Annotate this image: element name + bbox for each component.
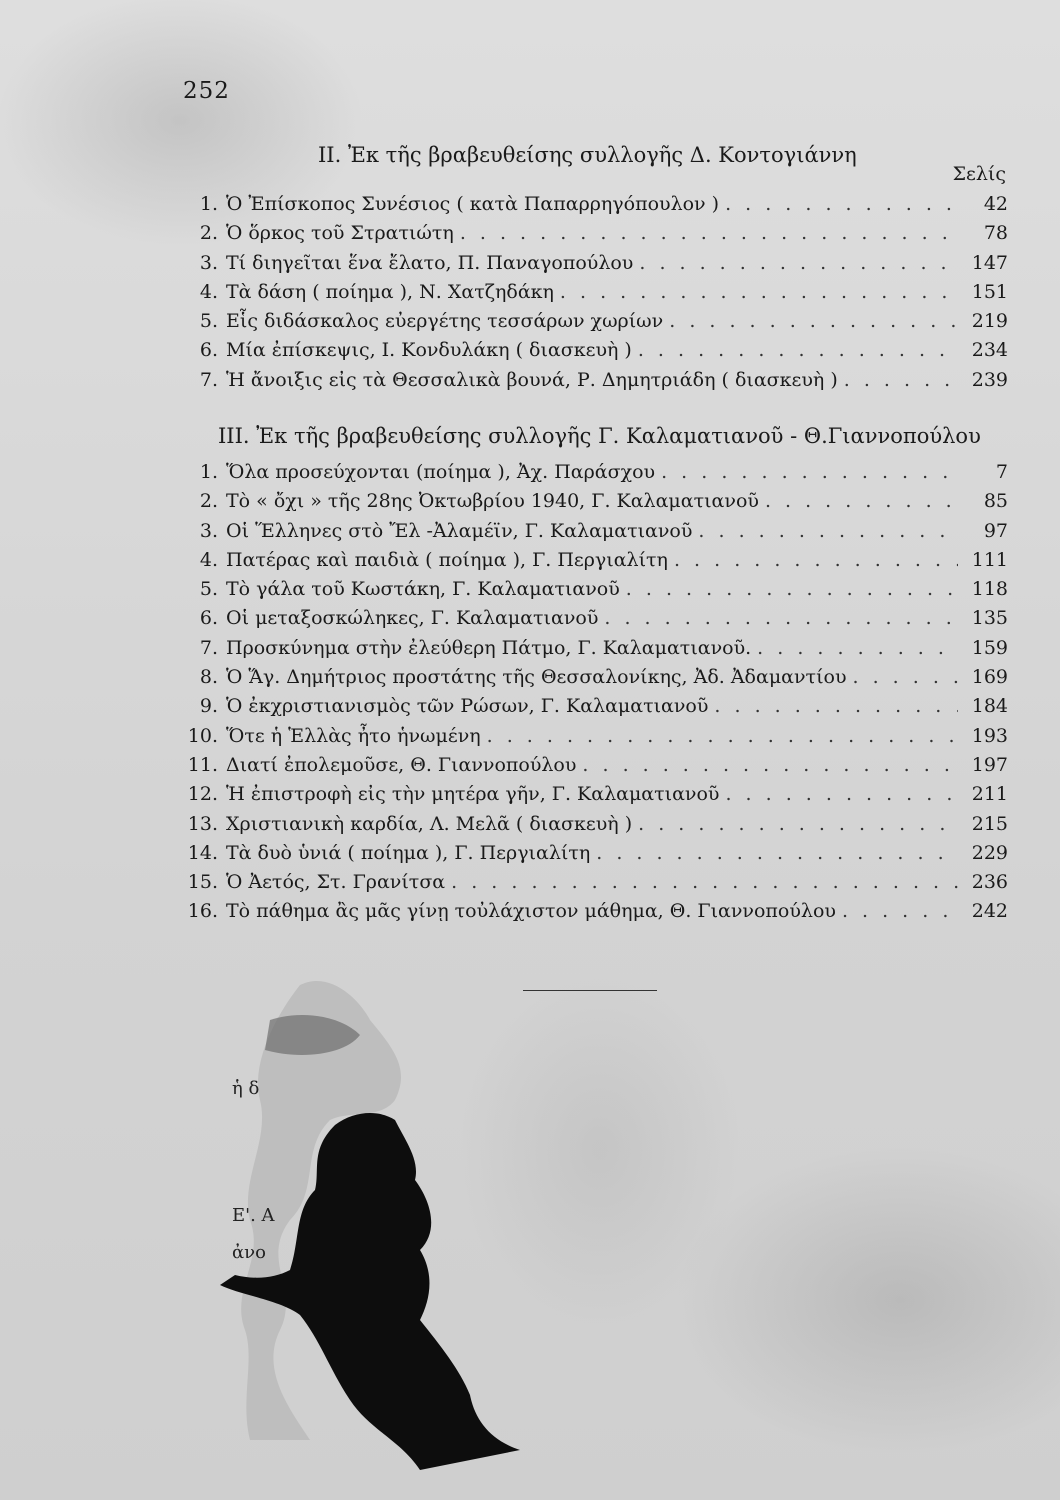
entry-page-number: 236 xyxy=(971,871,1008,894)
entry-page-number: 215 xyxy=(971,812,1008,835)
entry-title: Πατέρας καὶ παιδιὰ ( ποίημα ), Γ. Περγιαλίτη xyxy=(226,548,668,571)
entry-title: Τὸ « ὄχι » τῆς 28ης Ὀκτωβρίου 1940, Γ. Καλαματιανοῦ xyxy=(226,490,759,513)
torn-text-fragment: Ε'. Α xyxy=(232,1205,275,1226)
entry-number: 4. xyxy=(199,548,218,571)
page-column-label: Σελίς xyxy=(952,163,1006,185)
entry-page-number: 135 xyxy=(971,607,1008,630)
torn-text-fragment: ἡ δ xyxy=(232,1078,260,1099)
entry-page-number: 78 xyxy=(983,222,1008,245)
entry-title: Ὅλα προσεύχονται (ποίημα ), Ἀχ. Παράσχου xyxy=(226,461,656,483)
entry-page-number: 239 xyxy=(971,368,1008,391)
entry-page-number: 111 xyxy=(971,548,1008,571)
entry-number: 1. xyxy=(199,461,218,483)
entry-title: Χριστιανικὴ καρδία, Λ. Μελᾶ ( διασκευὴ ) xyxy=(226,812,633,835)
page-number: 252 xyxy=(183,78,230,104)
entry-page-number: 7 xyxy=(995,461,1008,483)
entry-title: Ὁ Ἀετός, Στ. Γρανίτσα xyxy=(226,871,446,894)
entry-page-number: 219 xyxy=(971,310,1008,333)
entry-title: Διατί ἐπολεμοῦσε, Θ. Γιαννοπούλου xyxy=(226,753,577,776)
entry-title: Τὰ δυὸ ὑνιά ( ποίημα ), Γ. Περγιαλίτη xyxy=(226,841,591,864)
entry-number: 12. xyxy=(187,783,218,806)
entry-page-number: 242 xyxy=(971,900,1008,923)
entry-title: Οἱ Ἕλληνες στὸ Ἔλ -Ἀλαμέϊν, Γ. Καλαματιανοῦ xyxy=(226,519,693,542)
entry-title: Προσκύνημα στὴν ἐλεύθερη Πάτμο, Γ. Καλαματιανοῦ. xyxy=(226,636,752,659)
entry-number: 5. xyxy=(199,578,218,601)
entry-number: 1. xyxy=(199,193,218,215)
entry-number: 6. xyxy=(199,339,218,362)
entry-number: 7. xyxy=(199,368,218,391)
entry-title: Ὁ ὅρκος τοῦ Στρατιώτη xyxy=(226,222,454,245)
entry-number: 11. xyxy=(187,753,218,776)
entry-number: 5. xyxy=(199,310,218,333)
torn-text-fragment: ἀνο xyxy=(232,1242,266,1263)
entry-number: 15. xyxy=(187,871,218,894)
entry-title: Ἡ ἐπιστροφὴ εἰς τὴν μητέρα γῆν, Γ. Καλαματιανοῦ xyxy=(226,783,720,806)
entry-title: Τί διηγεῖται ἕνα ἔλατο, Π. Παναγοπούλου xyxy=(226,251,634,274)
entry-title: Μία ἐπίσκεψις, Ι. Κονδυλάκη ( διασκευὴ ) xyxy=(226,339,632,362)
entry-number: 13. xyxy=(187,812,218,835)
entry-number: 2. xyxy=(199,222,218,245)
entry-title: Τὸ γάλα τοῦ Κωστάκη, Γ. Καλαματιανοῦ xyxy=(226,578,620,601)
entry-page-number: 197 xyxy=(971,753,1008,776)
entry-title: Οἱ μεταξοσκώληκες, Γ. Καλαματιανοῦ xyxy=(226,607,599,630)
entry-number: 8. xyxy=(199,666,218,689)
entry-title: Ὁ Ἅγ. Δημήτριος προστάτης τῆς Θεσσαλονίκης, Ἀδ. Ἀδαμαντίου xyxy=(226,666,847,689)
section-iii-heading: III. Ἐκ τῆς βραβευθείσης συλλογῆς Γ. Καλαματιανοῦ - Θ.Γιαννοπούλου xyxy=(218,424,981,448)
entry-number: 16. xyxy=(187,900,218,923)
entry-number: 7. xyxy=(199,636,218,659)
entry-number: 9. xyxy=(199,695,218,718)
entry-page-number: 184 xyxy=(971,695,1008,718)
entry-title: Τὸ πάθημα ἂς μᾶς γίνῃ τοὐλάχιστον μάθημα, Θ. Γιαννοπούλου xyxy=(226,900,836,923)
entry-page-number: 193 xyxy=(971,724,1008,747)
entry-title: Ὁ Ἐπίσκοπος Συνέσιος ( κατὰ Παπαρρηγόπουλον ) xyxy=(226,193,720,215)
entry-number: 10. xyxy=(187,724,218,747)
entry-number: 3. xyxy=(199,251,218,274)
entry-number: 4. xyxy=(199,280,218,303)
entry-page-number: 118 xyxy=(971,578,1008,601)
entry-page-number: 147 xyxy=(971,251,1008,274)
entry-number: 2. xyxy=(199,490,218,513)
entry-title: Εἷς διδάσκαλος εὐεργέτης τεσσάρων χωρίων xyxy=(226,310,664,333)
entry-title: Ὁ ἐκχριστιανισμὸς τῶν Ρώσων, Γ. Καλαματιανοῦ xyxy=(226,695,709,718)
entry-page-number: 169 xyxy=(971,666,1008,689)
entry-page-number: 211 xyxy=(971,783,1008,806)
entry-page-number: 97 xyxy=(983,519,1008,542)
entry-page-number: 229 xyxy=(971,841,1008,864)
entry-title: Τὰ δάση ( ποίημα ), Ν. Χατζηδάκη xyxy=(226,280,554,303)
entry-number: 14. xyxy=(187,841,218,864)
entry-page-number: 42 xyxy=(983,193,1008,215)
entry-title: Ὅτε ἡ Ἑλλὰς ἦτο ἡνωμένη xyxy=(226,724,481,747)
entry-page-number: 85 xyxy=(983,490,1008,513)
entry-page-number: 151 xyxy=(971,280,1008,303)
entry-page-number: 234 xyxy=(971,339,1008,362)
entry-page-number: 159 xyxy=(971,636,1008,659)
entry-title: Ἡ ἄνοιξις εἰς τὰ Θεσσαλικὰ βουνά, Ρ. Δημητριάδη ( διασκευὴ ) xyxy=(226,368,838,391)
section-ii-heading: II. Ἐκ τῆς βραβευθείσης συλλογῆς Δ. Κοντογιάννη xyxy=(318,143,857,167)
entry-number: 3. xyxy=(199,519,218,542)
entry-number: 6. xyxy=(199,607,218,630)
